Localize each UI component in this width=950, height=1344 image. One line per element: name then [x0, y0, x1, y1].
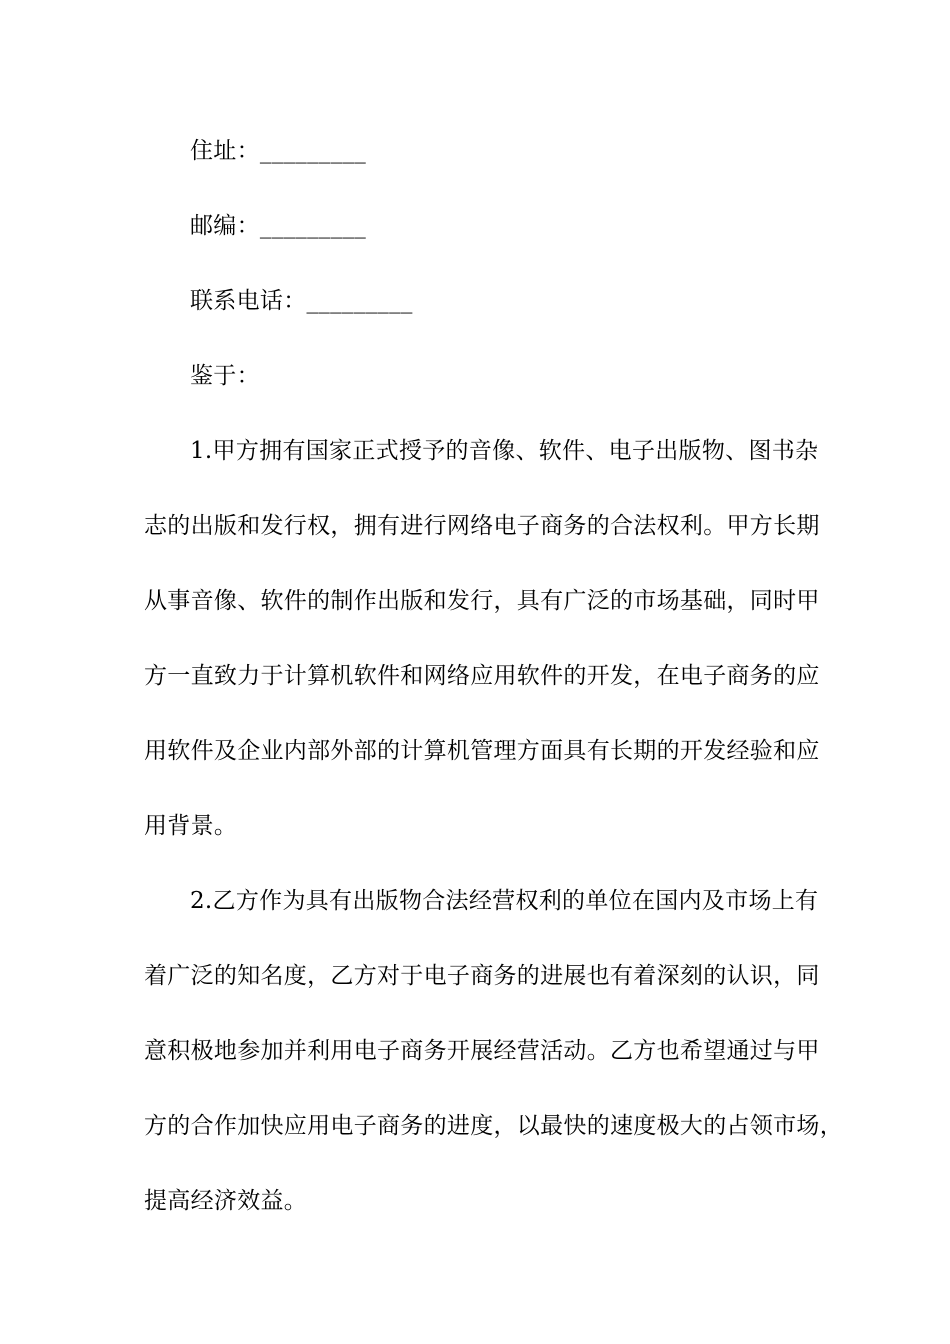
paragraph-2-line: 提高经济效益。 [144, 1188, 308, 1214]
phone-label: 联系电话： [190, 288, 307, 314]
paragraph-2-line: 意积极地参加并利用电子商务开展经营活动。乙方也希望通过与甲 [144, 1038, 820, 1064]
preamble: 鉴于： [190, 363, 260, 389]
paragraph-1-line: 从事音像、软件的制作出版和发行，具有广泛的市场基础，同时甲 [144, 588, 820, 614]
address-label: 住址： [190, 138, 260, 164]
paragraph-1-line: 方一直致力于计算机软件和网络应用软件的开发，在电子商务的应 [144, 663, 820, 689]
paragraph-2-line: 方的合作加快应用电子商务的进度，以最快的速度极大的占领市场， [144, 1113, 843, 1139]
postcode-field [190, 209, 850, 243]
paragraph-1-line: 志的出版和发行权，拥有进行网络电子商务的合法权利。甲方长期 [144, 513, 820, 539]
address-field [190, 134, 850, 168]
address-blank: _________ [259, 138, 367, 164]
paragraph-2-line: 着广泛的知名度，乙方对于电子商务的进展也有着深刻的认识，同 [144, 963, 820, 989]
paragraph-1-line: 用背景。 [144, 813, 238, 839]
phone-field [190, 284, 850, 318]
paragraph-1-line: 1.甲方拥有国家正式授予的音像、软件、电子出版物、图书杂 [190, 438, 819, 464]
paragraph-1-line: 用软件及企业内部外部的计算机管理方面具有长期的开发经验和应 [144, 738, 820, 764]
paragraph-2-line: 2.乙方作为具有出版物合法经营权利的单位在国内及市场上有 [190, 888, 819, 914]
postcode-label: 邮编： [190, 213, 260, 239]
phone-blank: _________ [306, 288, 413, 314]
postcode-blank: _________ [259, 213, 367, 239]
